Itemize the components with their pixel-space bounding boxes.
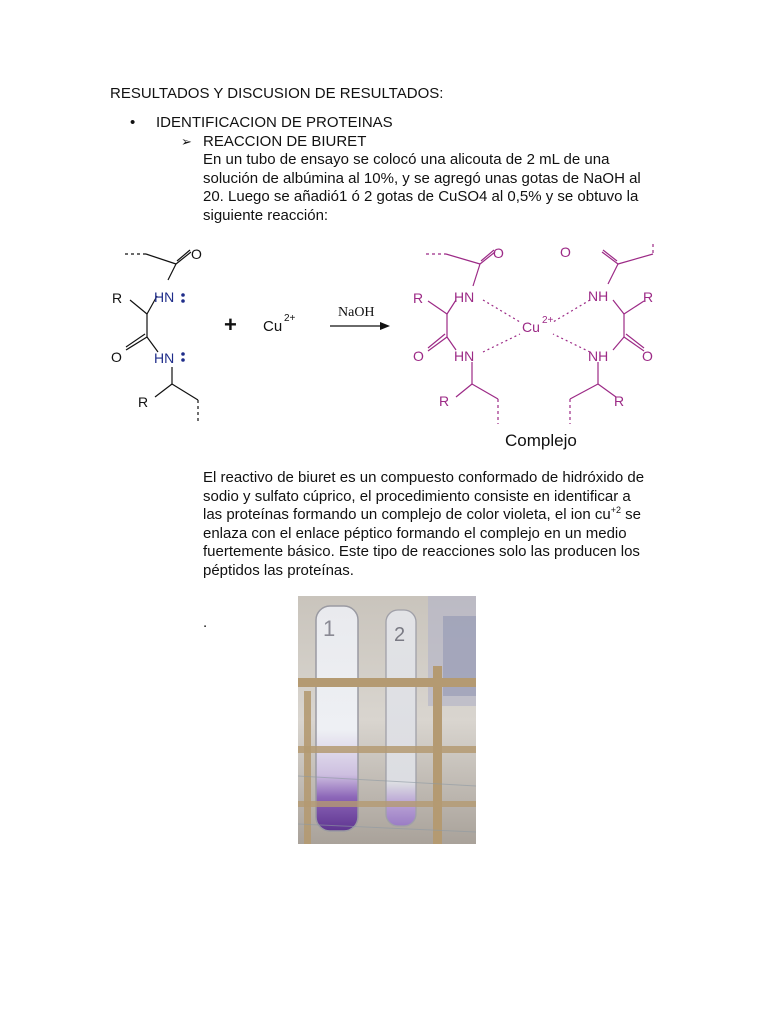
reactant-structure (125, 250, 198, 424)
paragraph-line: sodio y sulfato cúprico, el procedimiento consiste en identificar a (203, 487, 631, 505)
product-r-right: R (643, 289, 654, 305)
product-r-left-bottom: R (439, 393, 450, 409)
product-copper-charge: 2+ (542, 315, 554, 326)
paragraph-line: El reactivo de biuret es un compuesto conformado de hidróxido de (203, 469, 645, 486)
arrow-bullet-icon: ➢ (181, 134, 192, 149)
r-group-top: R (112, 290, 123, 306)
product-nh-right-bottom: NH (588, 348, 609, 364)
arrow-head-icon (380, 322, 390, 330)
tube-label-1: 1 (323, 616, 336, 641)
carbonyl-o-top: O (191, 246, 202, 262)
amide-nh-bottom: HN (154, 350, 175, 366)
product-o-right-top: O (560, 244, 571, 260)
lone-pair-dot (181, 358, 185, 362)
paragraph-line: fuertemente básico. Este tipo de reacciones solo las producen los (203, 543, 640, 560)
explanation-paragraph (203, 469, 673, 580)
complex-label: Complejo (505, 431, 577, 450)
lone-pair-dot (181, 352, 185, 356)
reagent-label: NaOH (338, 305, 375, 320)
paragraph-line (203, 506, 673, 525)
biuret-reaction-scheme (108, 234, 663, 454)
product-r-left: R (413, 290, 424, 306)
lone-pair-dot (181, 299, 185, 303)
section-heading: RESULTADOS Y DISCUSION DE RESULTADOS: (110, 85, 444, 102)
copper-ion: Cu (263, 318, 283, 335)
paragraph-line: siguiente reacción: (203, 206, 329, 224)
product-nh-right-top: NH (588, 288, 609, 304)
test-tube-photo (298, 596, 476, 844)
product-o-right-mid: O (642, 348, 653, 364)
procedure-paragraph (203, 151, 673, 225)
bullet-marker: • (130, 114, 136, 131)
paragraph-line: solución de albúmina al 10%, y se agregó unas gotas de NaOH al (203, 169, 641, 187)
copper-charge: 2+ (284, 313, 296, 324)
tube-label-2: 2 (394, 624, 406, 646)
paragraph-line: péptidos las proteínas. (203, 561, 354, 579)
amide-nh-top: HN (154, 289, 175, 305)
subsection-title: REACCION DE BIURET (203, 133, 367, 150)
r-group-bottom: R (138, 394, 149, 410)
bullet-item-label: IDENTIFICACION DE PROTEINAS (156, 114, 393, 131)
paragraph-line: 20. Luego se añadió1 ó 2 gotas de CuSO4 al 0,5% y se obtuvo la (203, 188, 639, 205)
line-text: las proteínas formando un complejo de color violeta, el ion cu (203, 506, 611, 523)
paragraph-line: En un tubo de ensayo se colocó una alicouta de 2 mL de una (203, 151, 610, 168)
line-text: se (621, 506, 642, 523)
carbonyl-o-mid: O (111, 349, 122, 365)
product-copper: Cu (522, 319, 540, 335)
product-hn-left-top: HN (454, 289, 475, 305)
product-hn-left-bottom: HN (454, 348, 475, 364)
plus-sign: + (224, 312, 237, 337)
product-r-right-bottom: R (614, 393, 625, 409)
product-o-left-mid: O (413, 348, 424, 364)
product-o-left-top: O (493, 245, 504, 261)
paragraph-line: enlaza con el enlace péptico formando el complejo en un medio (203, 524, 627, 542)
lone-pair-dot (181, 293, 185, 297)
stray-period: . (203, 614, 208, 631)
ion-charge-superscript: +2 (610, 505, 621, 515)
